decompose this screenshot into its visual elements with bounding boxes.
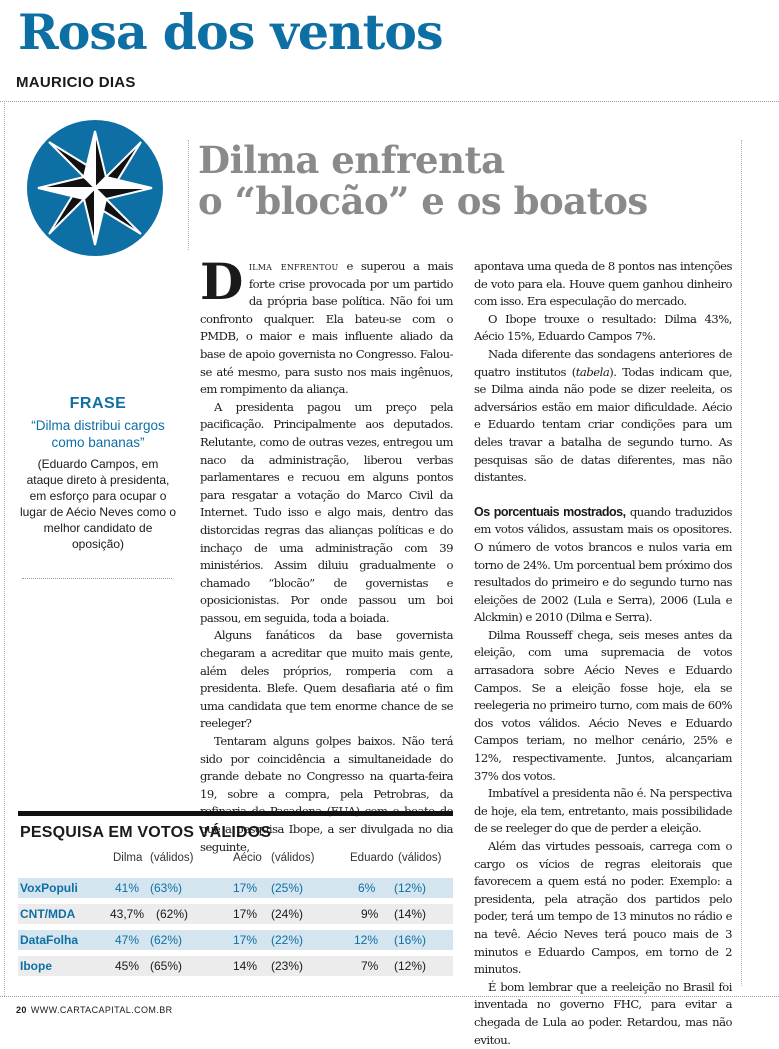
right-margin-divider <box>741 140 742 986</box>
eduardo-value: 12% <box>354 933 379 947</box>
author-name: MAURICIO DIAS <box>16 74 136 91</box>
quote-divider <box>22 578 172 579</box>
aecio-valid-value: (24%) <box>271 907 304 921</box>
table-row <box>18 930 453 950</box>
quote-text: “Dilma distribui cargos como bananas” <box>31 418 165 450</box>
paragraph: Dilma Rousseff chega, seis meses antes da eleição, com uma supremacia de votos arrasadora sobre Aécio Neves e Eduardo Campos. Se a eleição fosse hoje, ela se reelegeria no primeiro turno, com mais de 60% dos votos válidos. Aécio Neves e Eduardo Campos teriam, no melhor cenário, 25% e 12%, respectivamente. Juntos, alcançariam 37% dos votos. <box>474 627 732 783</box>
compass-rose-icon <box>26 119 164 257</box>
quote-attribution: (Eduardo Campos, em ataque direto à presidenta, em esforço para ocupar o lugar de Aécio Neves como o melhor candidato de oposição) <box>19 457 177 551</box>
eduardo-valid-value: (16%) <box>394 933 427 947</box>
section-lead-in: Os porcentuais mostrados, <box>474 504 626 519</box>
eduardo-value: 7% <box>361 959 379 973</box>
column-header: (válidos) <box>398 852 442 864</box>
paragraph-emphasis: tabela <box>575 364 610 379</box>
pull-quote <box>18 394 178 552</box>
aecio-valid-value: (22%) <box>271 933 304 947</box>
left-margin-divider <box>4 101 5 996</box>
paragraph-text: Nada diferente das sondagens anteriores de quatro institutos ( <box>474 346 732 379</box>
paragraph-text: ). Todas indicam que, se Dilma ainda não pode se dizer reeleita, os adversários estão em maior dificuldade. Aécio e Eduardo tentam criar condições para um deles travar a batalha de segundo turno. As pesquisas são de datas diferentes, mas não distantes. <box>474 364 733 485</box>
top-divider <box>0 101 779 102</box>
lead-in: ilma enfrentou <box>248 259 339 273</box>
page-footer <box>16 1005 173 1015</box>
footer-website: WWW.CARTACAPITAL.COM.BR <box>30 1005 173 1015</box>
paragraph <box>200 252 453 399</box>
institute-name: DataFolha <box>20 933 79 947</box>
eduardo-valid-value: (14%) <box>394 907 427 921</box>
institute-name: VoxPopuli <box>20 881 78 895</box>
paragraph-text: quando traduzidos em votos válidos, assustam mais os opositores. O número de votos brancos e nulos varia em torno de 24%. Um porcentual bem próximo dos resultados do primeiro e do segundo turno nas eleições de 2002 (Lula e Serra), 2006 (Lula e Alckmin) e 2010 (Dilma e Serra). <box>474 504 732 625</box>
paragraph-text: e superou a mais forte crise provocada por um partido da própria base política. Não foi um confronto qualquer. Ela bateu-se com o PMDB, o maior e mais influente aliado da base de apoio governista no Congresso. Falou-se até mesmo, para susto nos mais ingênuos, em rompimento da aliança. <box>200 259 453 397</box>
paragraph: apontava uma queda de 8 pontos nas intenções de voto para ela. Houve quem ganhou dinheiro com isso. Era especulação do mercado. <box>474 259 732 309</box>
paragraph: Alguns fanáticos da base governista chegaram a acreditar que muito mais gente, além deles próprios, romperia com a presidenta. Blefe. Quem desafiaria até o fim uma candidata que tem enorme chance de se reeleger? <box>200 628 453 731</box>
eduardo-value: 6% <box>358 881 376 895</box>
aecio-value: 17% <box>233 933 258 947</box>
aecio-valid-value: (25%) <box>271 881 304 895</box>
dilma-value: 47% <box>115 933 140 947</box>
table-row <box>18 904 453 924</box>
paragraph: Além das virtudes pessoais, carrega com o cargo os vícios de regras eleitorais que favorecem a quem está no poder. Exemplo: a presidenta, pela atração dos partidos pelo poder, terá um tempo de 13 minutos no rádio e na tevê. Aécio Neves terá pouco mais de 3 minutos e Eduardo Campos, em torno de 2 minutos. <box>474 839 732 977</box>
table-row <box>18 878 453 898</box>
aecio-value: 17% <box>233 907 258 921</box>
article-headline <box>198 140 718 222</box>
headline-divider <box>188 140 189 250</box>
institute-name: CNT/MDA <box>20 907 76 921</box>
article-column-1 <box>200 252 453 856</box>
article-column-2 <box>474 258 732 1049</box>
quote-label: FRASE <box>69 395 127 412</box>
aecio-valid-value: (23%) <box>271 959 304 973</box>
dilma-value: 43,7% <box>110 907 145 921</box>
aecio-value: 17% <box>233 881 258 895</box>
aecio-value: 14% <box>233 959 258 973</box>
paragraph: Imbatível a presidenta não é. Na perspectiva de hoje, ela tem, entretanto, mais possibilidade de se reeleger do que de perder a eleição. <box>474 786 732 836</box>
institute-name: Ibope <box>20 959 52 973</box>
paragraph: É bom lembrar que a reeleição no Brasil foi inventada no governo FHC, para evitar a chegada de Lula ao poder. Retardou, mas não evitou. <box>474 979 732 1047</box>
column-header: Eduardo <box>350 852 394 864</box>
paragraph <box>474 346 732 487</box>
eduardo-valid-value: (12%) <box>394 881 427 895</box>
table-row <box>18 956 453 976</box>
dilma-valid-value: (65%) <box>150 959 183 973</box>
dilma-valid-value: (63%) <box>150 881 183 895</box>
page-number: 20 <box>16 1005 27 1015</box>
eduardo-value: 9% <box>361 907 379 921</box>
column-header: Dilma <box>113 852 143 864</box>
paragraph <box>474 504 732 627</box>
dilma-valid-value: (62%) <box>150 933 183 947</box>
column-title: Rosa dos ventos <box>18 3 443 61</box>
paragraph: O Ibope trouxe o resultado: Dilma 43%, Aécio 15%, Eduardo Campos 7%. <box>474 311 732 344</box>
eduardo-valid-value: (12%) <box>394 959 427 973</box>
dilma-valid-value: (62%) <box>156 907 189 921</box>
dilma-value: 45% <box>115 959 140 973</box>
table-top-bar <box>18 811 453 816</box>
footer-divider <box>0 996 779 997</box>
dilma-value: 41% <box>115 881 140 895</box>
headline-line-2: o “blocão” e os boatos <box>198 179 648 223</box>
drop-cap: D <box>200 252 243 311</box>
paragraph: Tentaram alguns golpes baixos. Não terá sido por coincidência a simultaneidade do grande debate no Congresso na quarta-feira 19, sobre a compra, pela Petrobras, da que a pesquisa Ibope, a ser divulgada no dia seguinte, <box>200 734 453 854</box>
table-title: PESQUISA EM VOTOS VÁLIDOS <box>20 824 272 841</box>
headline-line-1: Dilma enfrenta <box>198 138 505 182</box>
column-header: (válidos) <box>271 852 315 864</box>
paragraph: A presidenta pagou um preço pela pacificação. Principalmente aos deputados. Relutante, como de outras vezes, entregou um naco da administração, liberou verbas parlamentares e recuou em alguns pontos para resgatar a votação do Marco Civil da Internet. Tudo isso e algo mais, dentro das distorcidas regras das alianças políticas e do inchaço de uma administração com 39 ministérios. Assim diluiu gradualmente o chamado “blocão” de governistas e oposicionistas. Por onde passou um boi passou, em seguida, toda a boiada. <box>200 399 453 625</box>
column-header: (válidos) <box>150 852 194 864</box>
column-header: Aécio <box>233 852 262 864</box>
